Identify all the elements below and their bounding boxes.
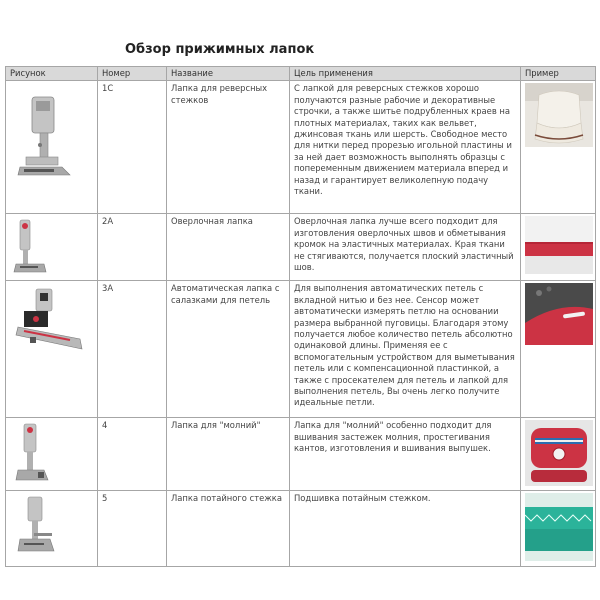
teal-hem-example-image [525, 493, 593, 561]
column-header-purpose: Цель применения [290, 67, 521, 81]
example-cell [521, 81, 596, 214]
foot-picture-cell [6, 491, 98, 567]
zipper-foot-4-image [10, 420, 96, 488]
foot-purpose: Лапка для "молний" особенно подходит для вшивания застежек молния, простегивания кантов, изготовления и вшивания выпушек. [290, 418, 521, 491]
presser-foot-2a-image [10, 216, 96, 278]
foot-number: 4 [98, 418, 167, 491]
presser-foot-1c-image [10, 83, 96, 211]
column-header-name: Название [167, 67, 290, 81]
table-row [6, 81, 596, 214]
buttonhole-foot-3a-image [10, 283, 96, 415]
table-header-row [6, 67, 596, 81]
page-title: Обзор прижимных лапок [125, 42, 315, 57]
table-row [6, 281, 596, 418]
foot-number: 1C [98, 81, 167, 214]
foot-name: Лапка для реверсных стежков [167, 81, 290, 214]
foot-name: Лапка потайного стежка [167, 491, 290, 567]
example-cell [521, 418, 596, 491]
foot-picture-cell [6, 418, 98, 491]
foot-name: Автоматическая лапка с салазками для петель [167, 281, 290, 418]
buttonhole-example-image [525, 283, 593, 345]
foot-name: Оверлочная лапка [167, 214, 290, 281]
foot-purpose: Для выполнения автоматических петель с вкладной нитью и без нее. Сенсор может автоматически измерять петлю на основании размера выбранной пуговицы. Благодаря этому получается любое количество петель абсолютно одинаковой длины. Применяя ее с вспомогательным устройством для выметывания петель или с компенсационной пластинкой, а также с просекателем для петель и лапкой для выполнения петель, Вы очень легко получите идеальные петли. [290, 281, 521, 418]
foot-purpose: С лапкой для реверсных стежков хорошо получаются разные рабочие и декоративные строчки, а также шитье подрубленных краев на плотных материалах, таких как вельвет, джинсовая ткань или шерсть. Свободное место для нитки перед прорезью игольной пластины и за ней дает возможность выполнять образцы с попеременным движением материала вперед и назад и гарантирует великолепную подачу ткани. [290, 81, 521, 214]
column-header-number: Номер [98, 67, 167, 81]
apron-example-image [525, 83, 593, 147]
foot-name: Лапка для "молний" [167, 418, 290, 491]
foot-number: 2A [98, 214, 167, 281]
blindstitch-foot-5-image [10, 493, 96, 563]
foot-purpose: Оверлочная лапка лучше всего подходит для изготовления оверлочных швов и обметывания кромок на эластичных материалах. Края ткани не стягиваются, получается плоский эластичный шов. [290, 214, 521, 281]
example-cell [521, 214, 596, 281]
presser-feet-table [5, 66, 596, 567]
table-row [6, 418, 596, 491]
red-fabric-example-image [525, 216, 593, 274]
foot-picture-cell [6, 281, 98, 418]
table-row [6, 214, 596, 281]
table-row [6, 491, 596, 567]
example-cell [521, 491, 596, 567]
foot-purpose: Подшивка потайным стежком. [290, 491, 521, 567]
red-bag-example-image [525, 420, 593, 486]
foot-number: 3A [98, 281, 167, 418]
example-cell [521, 281, 596, 418]
column-header-picture: Рисунок [6, 67, 98, 81]
foot-number: 5 [98, 491, 167, 567]
column-header-example: Пример [521, 67, 596, 81]
foot-picture-cell [6, 81, 98, 214]
foot-picture-cell [6, 214, 98, 281]
